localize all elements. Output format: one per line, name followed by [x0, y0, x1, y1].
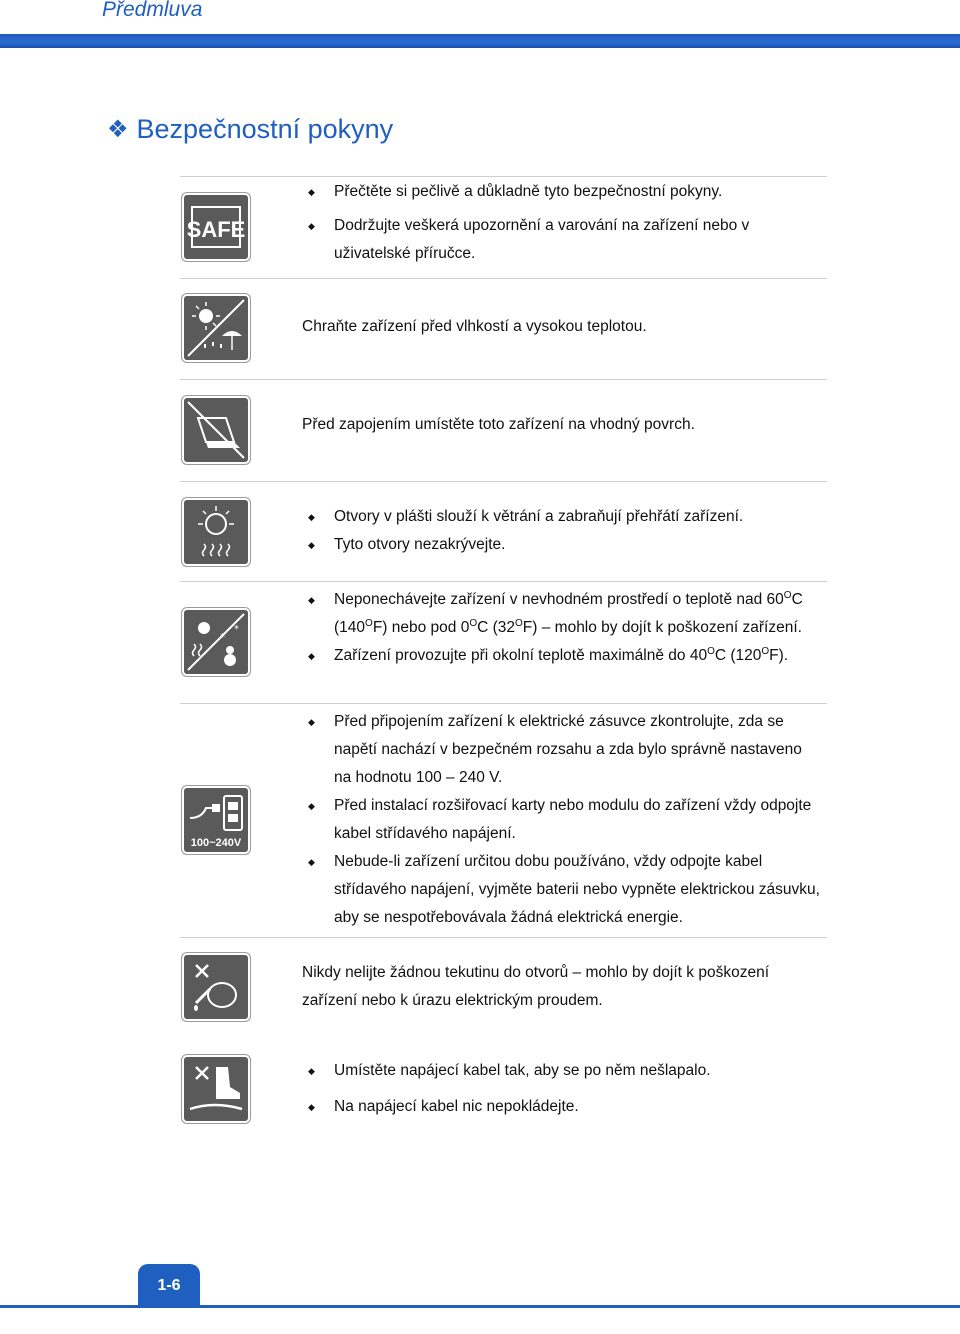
safety-text — [302, 178, 822, 268]
safety-row-liquid — [180, 937, 827, 1037]
no-step-cable-icon — [184, 1057, 248, 1121]
list-item: ◆ Přečtěte si pečlivě a důkladně tyto bezpečnostní pokyny. — [302, 178, 822, 206]
laptop-surface-icon — [184, 398, 248, 462]
safety-row-ventilation — [180, 481, 827, 581]
section-title-text: Bezpečnostní pokyny — [136, 114, 394, 144]
list-item: ◆ Nebude-li zařízení určitou dobu používáno, vždy odpojte kabel střídavého napájení, vyjměte baterii nebo vypněte elektrickou zásuvku, aby se nespotřebovávala žádná elektrická energie. — [302, 848, 822, 932]
list-item: ◆ Otvory v plášti slouží k větrání a zabraňují přehřátí zařízení. — [302, 503, 822, 531]
safety-text: Nikdy nelijte žádnou tekutinu do otvorů – mohlo by dojít k poškození zařízení nebo k úrazu elektrickým proudem. — [302, 964, 769, 1009]
svg-text:*: * — [234, 624, 239, 635]
power-outlet-icon — [184, 788, 248, 852]
safety-text — [302, 708, 822, 932]
footer-bar — [0, 1305, 960, 1334]
svg-text:100~240V: 100~240V — [190, 837, 242, 849]
temperature-icon — [184, 610, 248, 674]
safety-row-humidity — [180, 278, 827, 379]
list-item: ◆ Na napájecí kabel nic nepokládejte. — [302, 1093, 822, 1121]
header-bar — [0, 34, 960, 48]
page-number: 1-6 — [138, 1264, 200, 1308]
ventilation-icon — [184, 500, 248, 564]
list-item: ◆ Před připojením zařízení k elektrické zásuvce zkontrolujte, zda se napětí nachází v bezpečném rozsahu a zda bylo správně nastaveno na hodnotu 100 – 240 V. — [302, 708, 822, 792]
list-item: ◆ Před instalací rozšiřovací karty nebo modulu do zařízení vždy odpojte kabel střídavého napájení. — [302, 792, 822, 848]
section-title — [107, 114, 393, 145]
safety-row-surface — [180, 379, 827, 481]
safety-row-power — [180, 703, 827, 937]
safety-row-cable — [180, 1037, 827, 1147]
list-item: ◆ Neponechávejte zařízení v nevhodném prostředí o teplotě nad $60^OC$ $(140^OF)$ nebo pod $0^OC$ $(32^OF)$ – mohlo by dojít k poškození zařízení. — [302, 586, 822, 642]
safety-row-safe — [180, 176, 827, 278]
diamond-bullet-icon: ❖ — [107, 116, 129, 143]
list-item: ◆ Dodržujte veškerá upozornění a varování na zařízení nebo v uživatelské příručce. — [302, 212, 822, 268]
no-liquid-icon — [184, 955, 248, 1019]
safety-text — [302, 503, 822, 559]
safety-text: Chraňte zařízení před vlhkostí a vysokou teplotou. — [302, 318, 647, 335]
list-item: ◆ Tyto otvory nezakrývejte. — [302, 531, 822, 559]
safe-icon — [184, 195, 248, 259]
list-item: ◆ Umístěte napájecí kabel tak, aby se po něm nešlapalo. — [302, 1057, 822, 1085]
svg-text:*: * — [220, 632, 225, 643]
safety-text — [302, 586, 822, 670]
safety-text: Před zapojením umístěte toto zařízení na vhodný povrch. — [302, 416, 695, 433]
safety-text — [302, 1057, 822, 1121]
header-title: Předmluva — [102, 0, 203, 21]
safety-row-temperature — [180, 581, 827, 703]
list-item: ◆ Zařízení provozujte při okolní teplotě maximálně do $40^OC$ $(120^OF)$. — [302, 642, 822, 670]
svg-text:SAFE: SAFE — [186, 217, 246, 242]
humidity-heat-icon — [184, 296, 248, 360]
